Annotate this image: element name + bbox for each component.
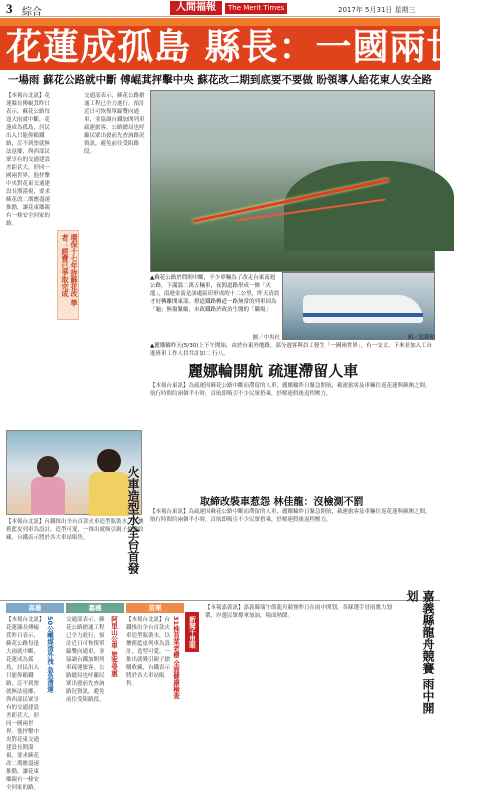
- page-number: 3: [6, 1, 13, 16]
- ship-photo: [282, 272, 435, 340]
- main-subheadline: 一場雨 蘇花公路就中斷 傅崐萁抨擊中央 蘇花改二期到底要不要做 盼領導人給花東人安全路: [7, 74, 433, 86]
- banner-stripe: [0, 18, 440, 26]
- kids-photo: [6, 430, 142, 515]
- brief-body-kaohsiung: 【本報台北訊】花蓮縣長傅崐萁昨日表示，蘇花公路每逢大雨就中斷，花蓮成為孤島，居民出入只能仰賴鐵路，訂不到票就無法返鄉，與西部民眾享有的交通建設差距甚大，形同一國兩世界。他抨擊中央對花東交通建設長期漠視，要求蘇花改二期應盡速推動，讓花東鄉親有一條安全回家的路。: [6, 617, 42, 791]
- region-bar-chiayi: 嘉義: [66, 603, 124, 613]
- dragon-boat-headline: 嘉義縣龍舟競賽 雨中開划: [405, 590, 435, 715]
- section-label: 綜合: [22, 7, 42, 18]
- brief-headline-chiayi: 阿里山公車 旅客受惠: [110, 616, 118, 677]
- ferry-body-continued: 【本報台東訊】為疏運因蘇花公路中斷而滯留的人車，麗娜輪昨日緊急開航，載運旅客及車輛往返花蓮與蘇澳之間，航行時間約兩個半小時，首航即吸引不少民眾搭乘，紓解連假後返程壓力。: [150, 509, 431, 523]
- ferry-body: 【本報台東訊】為疏運因蘇花公路中斷而滯留的人車，麗娜輪昨日緊急開航，載運旅客及車輛往返花蓮與蘇澳之間，航行時間約兩個半小時，首航即吸引不少民眾搭乘，紓解連假後返程壓力。: [150, 383, 431, 397]
- kid-girl-body: [31, 477, 65, 515]
- ship-stripe: [303, 313, 423, 317]
- kids-body: 【本報台北訊】台鐵推出全台首款火車造型瓶裝水，以懷舊藍皮列車為設計，造型可愛，一推出就吸引親子搶購收藏，台鐵表示將於各大車站販售。: [6, 519, 144, 541]
- region-bar-kaohsiung: 高雄: [6, 603, 64, 613]
- main-headline: 花蓮成孤島 縣長：一國兩世界: [6, 27, 501, 68]
- issue-date: 2017年 5月31日 星期三: [338, 6, 416, 14]
- brief-headline-miaoli: 31株苔菜老樹 全面健康檢查: [172, 616, 180, 699]
- kid-girl-head: [37, 456, 59, 478]
- section-divider: [0, 600, 440, 601]
- main-photo-caption: ▲蘇花公路於問則中斷，不少車輛為了改走台東南迴公路，下滿溫二萬五輛車，夜間道路形成一條「火龍」，南迴金南是該處區印形成的十二公里，昨天清晨才好轉離開東部。燈道鐵路轉道一路無常的列車因為「龜」無傷緊縮，市政鐵路於政治生醫的「職場」: [150, 275, 280, 313]
- kids-headline: 火車造型水全台首發: [126, 466, 140, 574]
- main-photo-credit: 圖／中央社: [252, 335, 280, 341]
- photo-hill: [284, 161, 454, 251]
- pullquote-text: 環保十七年拚蘇花改 學者：經費已爭取完成: [61, 234, 78, 307]
- dragon-boat-body: 【本報嘉義訊】嘉義縣端午節龍舟競賽昨日在雨中開划，各隊選手冒雨奮力划槳，岸邊民眾撐傘加油，場面熱鬧。: [205, 605, 393, 619]
- brief-body-chiayi: 交通部表示，蘇花公路搶通工程已全力進行，預計近日可恢復單線雙向通車，並協調台鐵加開列車疏運旅客。公路總局也呼籲民眾出發前先查詢路況資訊，避免前往受阻路段。: [66, 617, 105, 703]
- main-photo: [150, 90, 435, 272]
- page-header: [0, 0, 440, 17]
- kid-boy-head: [97, 449, 121, 473]
- brief-headline-kaohsiung: 50公噸煤渣外洩 急急清運: [46, 616, 54, 693]
- ship-hull: [303, 295, 423, 323]
- ferry-headline: 麗娜輪開航 疏運滯留人車: [188, 362, 359, 380]
- ship-photo-caption: ▲麗娜輪昨天(5/30)上下午開始，由於台東外地路，部分遊客與員工發生「一國兩世界」，有一交文、下來並加入工台進班車工作人員共計加二 行八。: [150, 343, 433, 357]
- pullquote-box: [57, 230, 79, 320]
- brand-english: The Merit Times: [225, 3, 287, 14]
- kid-boy-body: [89, 472, 129, 516]
- body-column-left: 【本報台北訊】花蓮縣長傅崐萁昨日表示，蘇花公路每逢大雨就中斷，花蓮成為孤島，居民出入只能仰賴鐵路，訂不到票就無法返鄉，與西部民眾享有的交通建設差距甚大，形同一國兩世界。他抨擊中央對花東交通建設長期漠視，要求蘇花改二期應盡速推動，讓花東鄉親有一條安全回家的路。: [6, 93, 51, 227]
- news-section-tag: 新聞千里眼: [185, 612, 199, 652]
- body-column-mid: 交通部表示，蘇花公路搶通工程已全力進行，預計近日可恢復單線雙向通車，並協調台鐵加開列車疏運旅客。公路總局也呼籲民眾出發前先查詢路況資訊，避免前往受阻路段。: [84, 93, 145, 155]
- ferry-subheadline: 取締改裝車惹怨 林佳龍：沒檢測不罰: [200, 497, 364, 508]
- headline-banner: [0, 18, 501, 70]
- brand-logo: 人間福報: [170, 1, 222, 15]
- brief-body-miaoli: 【本報台北訊】台鐵推出全台首款火車造型瓶裝水，以懷舊藍皮列車為設計，造型可愛，一推出就吸引親子搶購收藏，台鐵表示將於各大車站販售。: [126, 617, 171, 687]
- region-bar-miaoli: 苗栗: [126, 603, 184, 613]
- ship-photo-credit: 圖／范朝和: [407, 335, 435, 341]
